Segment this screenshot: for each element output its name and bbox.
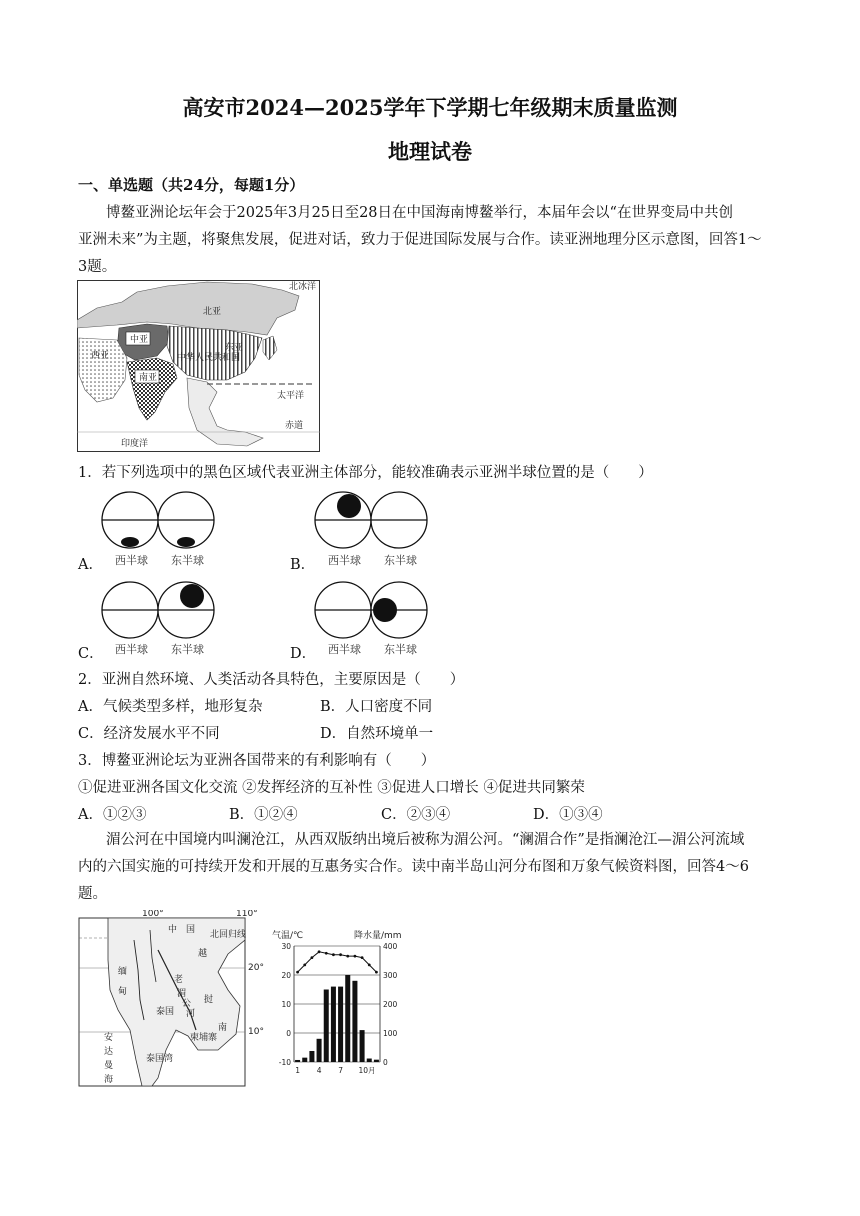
q1-option-c-diagram[interactable] [100, 580, 220, 640]
intro-1-line-2: 亚洲未来”为主题，将聚焦发展，促进对话，致力于促进国际发展与合作。读亚洲地理分区示意图，回答1～ [78, 232, 762, 248]
exam-title: 高安市2024—2025学年下学期七年级期末质量监测 [182, 95, 678, 120]
chart-precip-bar [309, 1051, 314, 1062]
label-mekong-3: 河 [186, 1009, 196, 1019]
label-myanmar-2: 甸 [118, 987, 128, 997]
q1-b-west-label: 西半球 [328, 554, 361, 567]
chart-temp-point [361, 956, 364, 959]
label-central-asia: 中亚 [130, 335, 149, 345]
chart-ylabel-left: 气温/℃ [272, 931, 304, 941]
question-3: 3．博鳌亚洲论坛为亚洲各国带来的有利影响有（ ） [78, 753, 436, 769]
chart-precip-tick: 400 [383, 942, 398, 951]
label-equator: 赤道 [285, 421, 304, 431]
chart-temp-tick: 0 [286, 1029, 291, 1038]
chart-precip-bar [302, 1058, 307, 1062]
label-south-asia: 南亚 [139, 373, 158, 383]
chart-month-tick: 7 [338, 1066, 343, 1075]
q1-option-a-diagram[interactable] [100, 490, 220, 550]
q2-option-a[interactable]: A．气候类型多样，地形复杂 [78, 699, 263, 715]
label-laos-2: 挝 [204, 995, 214, 1005]
vientiane-climate-chart [270, 924, 410, 1084]
chart-temp-tick: 20 [281, 971, 291, 980]
intro-2-line-3: 题。 [78, 886, 107, 902]
chart-temp-point [375, 971, 378, 974]
chart-precip-tick: 300 [383, 971, 398, 980]
chart-temp-point [339, 953, 342, 956]
intro-2-line-2: 内的六国实施的可持续开发和开展的互惠务实合作。读中南半岛山河分布图和万象气候资料图，回答4～6 [78, 859, 749, 875]
chart-temp-tick: 10 [281, 1000, 291, 1009]
q1-option-d-letter[interactable]: D． [290, 646, 317, 662]
label-tropic-of-cancer: 北回归线 [210, 930, 247, 940]
q1-option-b-diagram[interactable] [313, 490, 433, 550]
label-indian-ocean: 印度洋 [121, 439, 149, 449]
chart-temp-point [311, 956, 314, 959]
chart-precip-bar [324, 990, 329, 1063]
chart-temp-point [296, 971, 299, 974]
chart-precip-bar [345, 975, 350, 1062]
label-myanmar-1: 缅 [118, 967, 128, 977]
label-east-asia: 东亚 [225, 343, 244, 353]
chart-temp-point [368, 963, 371, 966]
q1-c-east-label: 东半球 [171, 643, 204, 656]
label-lon-110: 110° [236, 910, 258, 919]
chart-temp-point [303, 963, 306, 966]
label-lat-20: 20° [248, 963, 264, 973]
q3-statements: ①促进亚洲各国文化交流 ②发挥经济的互补性 ③促进人口增长 ④促进共同繁荣 [78, 780, 585, 796]
label-vietnam-1: 越 [198, 949, 208, 959]
q1-option-a-letter[interactable]: A． [78, 557, 103, 573]
label-arctic-ocean: 北冰洋 [289, 282, 317, 292]
question-2: 2．亚洲自然环境、人类活动各具特色，主要原因是（ ） [78, 672, 465, 688]
q3-option-c[interactable]: C．②③④ [381, 807, 451, 823]
intro-1-line-3: 3题。 [78, 259, 117, 275]
intro-1-line-1: 博鳌亚洲论坛年会于2025年3月25日至28日在中国海南博鳌举行，本届年会以“在世界变局中共创 [106, 205, 733, 221]
q1-option-c-letter[interactable]: C． [78, 646, 104, 662]
label-mekong-2: 公 [182, 999, 192, 1009]
label-andaman-4: 海 [104, 1075, 114, 1085]
q2-option-b[interactable]: B．人口密度不同 [320, 699, 433, 715]
chart-month-tick: 4 [316, 1066, 322, 1075]
chart-precip-bar [338, 987, 343, 1062]
chart-temp-tick: 30 [281, 942, 291, 951]
label-laos: 老 [174, 975, 184, 985]
chart-precip-bar [317, 1039, 322, 1062]
q3-option-b[interactable]: B．①②④ [229, 807, 298, 823]
chart-precip-tick: 100 [383, 1029, 398, 1038]
label-pacific-ocean: 太平洋 [277, 391, 305, 401]
label-cambodia: 柬埔寨 [190, 1033, 218, 1043]
q2-option-d[interactable]: D．自然环境单一 [320, 726, 434, 742]
label-lon-100: 100° [142, 910, 164, 919]
indochina-map [78, 910, 268, 1088]
q1-b-east-label: 东半球 [384, 554, 417, 567]
q1-option-b-letter[interactable]: B． [290, 557, 316, 573]
exam-subtitle: 地理试卷 [388, 139, 472, 164]
q1-d-east-label: 东半球 [384, 643, 417, 656]
asia-region-map [77, 280, 320, 452]
label-gulf-of-thailand: 泰国湾 [146, 1054, 174, 1064]
q3-option-d[interactable]: D．①③④ [533, 807, 603, 823]
chart-temp-point [332, 953, 335, 956]
chart-precip-bar [331, 987, 336, 1062]
label-thailand: 泰国 [156, 1007, 175, 1017]
label-china-sea-map: 中 国 [168, 925, 196, 935]
chart-precip-bar [374, 1060, 379, 1062]
chart-precip-bar [295, 1060, 300, 1062]
q1-a-west-label: 西半球 [115, 554, 148, 567]
label-andaman-2: 达 [104, 1047, 114, 1057]
section-heading: 一、单选题（共24分，每题1分） [78, 176, 305, 194]
chart-temp-tick: -10 [278, 1058, 291, 1067]
label-west-asia: 西亚 [91, 351, 110, 361]
q1-d-west-label: 西半球 [328, 643, 361, 656]
label-andaman-1: 安 [104, 1033, 114, 1043]
label-china: 中华人民共和国 [177, 353, 241, 363]
label-lat-10: 10° [248, 1027, 264, 1037]
chart-precip-bar [367, 1059, 372, 1062]
intro-2-line-1: 湄公河在中国境内叫澜沧江，从西双版纳出境后被称为湄公河。“澜湄合作”是指澜沧江—湄公河流域 [106, 832, 745, 848]
chart-temp-point [325, 952, 328, 955]
chart-ylabel-right: 降水量/mm [354, 931, 402, 941]
label-andaman-3: 曼 [104, 1061, 114, 1071]
chart-temp-point [318, 950, 321, 953]
question-1: 1．若下列选项中的黑色区域代表亚洲主体部分，能较准确表示亚洲半球位置的是（ ） [78, 465, 653, 481]
chart-precip-tick: 0 [383, 1058, 388, 1067]
chart-month-tick: 1 [295, 1066, 300, 1075]
label-north-asia: 北亚 [203, 307, 222, 317]
q2-option-c[interactable]: C．经济发展水平不同 [78, 726, 220, 742]
chart-month-tick: 10月 [358, 1066, 376, 1075]
label-mekong-1: 湄 [177, 989, 187, 999]
chart-temp-line [298, 952, 377, 972]
chart-precip-bar [352, 981, 357, 1062]
q1-option-d-diagram[interactable] [313, 580, 433, 640]
chart-temp-point [354, 955, 357, 958]
chart-temp-point [346, 955, 349, 958]
q1-a-east-label: 东半球 [171, 554, 204, 567]
q3-option-a[interactable]: A．①②③ [78, 807, 147, 823]
chart-precip-tick: 200 [383, 1000, 398, 1009]
label-vietnam-2: 南 [218, 1023, 228, 1033]
q1-c-west-label: 西半球 [115, 643, 148, 656]
chart-precip-bar [360, 1030, 365, 1062]
